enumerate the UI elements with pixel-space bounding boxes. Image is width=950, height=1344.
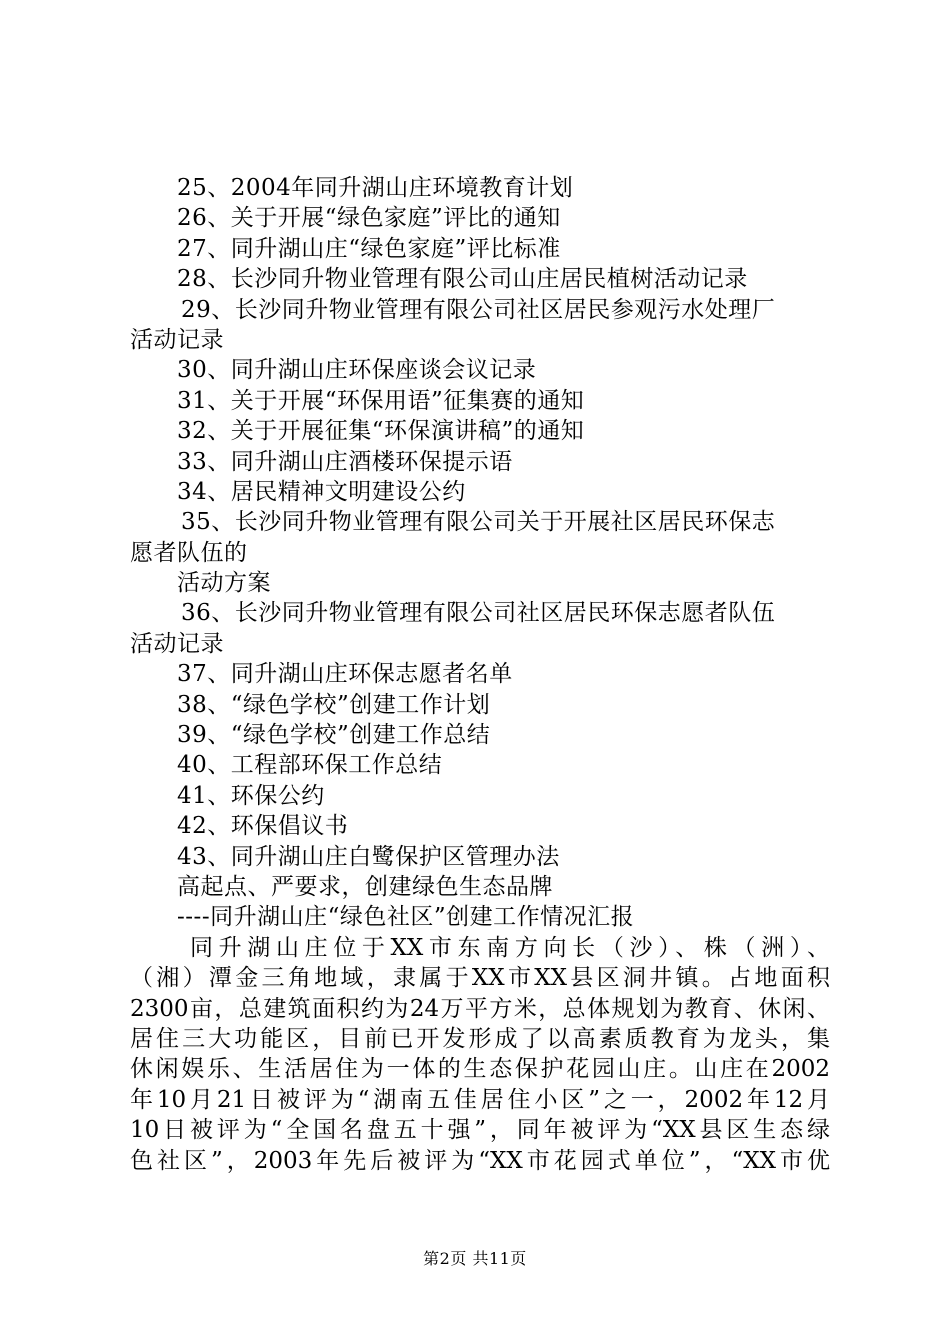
document-body [130,173,830,1176]
text-line: 活动记录 [130,326,224,353]
text-line: 42、环保倡议书 [177,813,349,840]
text-line: 40、工程部环保工作总结 [177,752,443,779]
text-line: 休闲娱乐、生活居住为一体的生态保护花园山庄。山庄在2002 [130,1056,830,1083]
text-line: 37、同升湖山庄环保志愿者名单 [177,661,513,688]
text-line: 活动方案 [177,570,271,597]
text-line: 38、“绿色学校”创建工作计划 [177,691,491,718]
text-line: 32、关于开展征集“环保演讲稿”的通知 [177,418,585,445]
text-line: ----同升湖山庄“绿色社区”创建工作情况汇报 [177,904,635,931]
text-line: 43、同升湖山庄白鹭保护区管理办法 [177,843,560,870]
text-line: 2300亩，总建筑面积约为24万平方米，总体规划为教育、休闲、 [130,995,830,1022]
text-line: 36、长沙同升物业管理有限公司社区居民环保志愿者队伍 [181,600,776,627]
text-line: 愿者队伍的 [130,539,248,566]
text-line: 33、同升湖山庄酒楼环保提示语 [177,448,513,475]
text-line: 同升湖山庄位于XX市东南方向长（沙）、株（洲）、 [190,934,830,961]
text-line: 30、同升湖山庄环保座谈会议记录 [177,357,537,384]
text-line: 10日被评为“全国名盘五十强”，同年被评为“XX县区生态绿 [130,1117,830,1144]
text-line: 27、同升湖山庄“绿色家庭”评比标准 [177,235,561,262]
text-line: 28、长沙同升物业管理有限公司山庄居民植树活动记录 [177,266,748,293]
page-footer: 第2页 共11页 [423,1249,527,1268]
text-line: 29、长沙同升物业管理有限公司社区居民参观污水处理厂 [181,296,776,323]
text-line: 39、“绿色学校”创建工作总结 [177,722,491,749]
text-line: 色社区”，2003年先后被评为“XX市花园式单位”，“XX市优 [130,1147,830,1174]
text-line: 26、关于开展“绿色家庭”评比的通知 [177,205,561,232]
text-line: 年10月21日被评为“湖南五佳居住小区”之一，2002年12月 [130,1086,830,1113]
text-line: 活动记录 [130,630,224,657]
text-line: 31、关于开展“环保用语”征集赛的通知 [177,387,585,414]
text-line: 高起点、严要求，创建绿色生态品牌 [177,873,553,900]
text-line: 35、长沙同升物业管理有限公司关于开展社区居民环保志 [181,509,776,536]
text-line: 41、环保公约 [177,782,325,809]
text-line: 34、居民精神文明建设公约 [177,478,466,505]
text-line: 25、2004年同升湖山庄环境教育计划 [177,175,574,201]
text-line: （湘）潭金三角地域，隶属于XX市XX县区洞井镇。占地面积 [130,965,830,992]
text-line: 居住三大功能区，目前已开发形成了以高素质教育为龙头，集 [130,1025,830,1052]
